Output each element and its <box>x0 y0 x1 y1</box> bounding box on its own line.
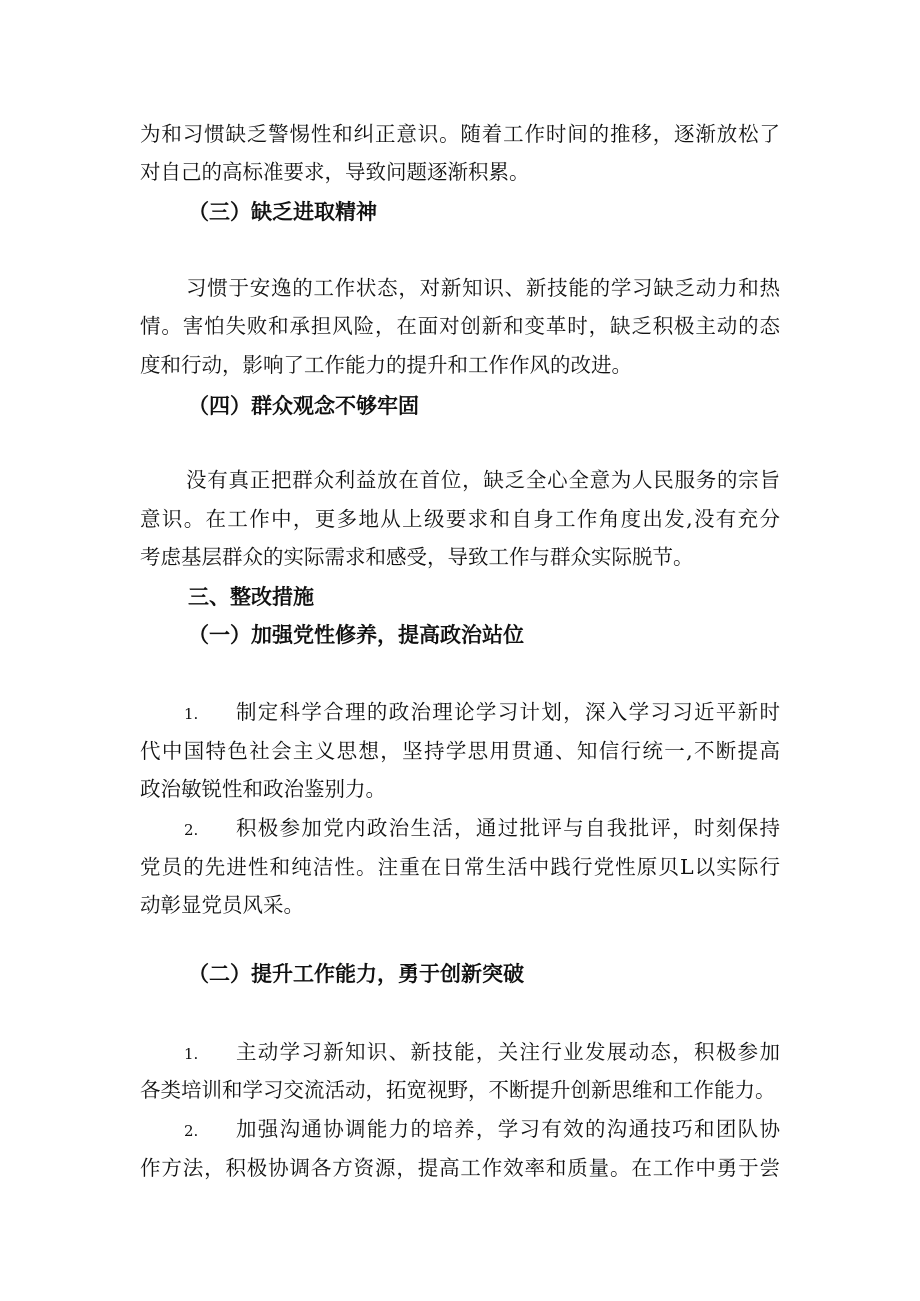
section-heading: （二）提升工作能力，勇于创新突破 <box>188 962 524 986</box>
paragraph-line: 动彰显党员风采。 <box>140 893 304 917</box>
section-heading: （四）群众观念不够牢固 <box>188 394 419 418</box>
item-number: 2. <box>184 821 199 839</box>
paragraph-line: 各类培训和学习交流活动，拓宽视野，不断提升创新思维和工作能力。 <box>140 1078 776 1102</box>
numbered-item-line <box>140 1113 780 1147</box>
item-text: 加强沟通协调能力的培养，学习有效的沟通技巧和团队协 <box>236 1117 780 1141</box>
item-number: 1. <box>184 1045 199 1063</box>
item-text: 主动学习新知识、新技能，关注行业发展动态，积极参加 <box>236 1040 780 1064</box>
paragraph-line: 没有真正把群众利益放在首位，缺乏全心全意为人民服务的宗旨 <box>186 468 780 492</box>
paragraph-line: 党员的先进性和纯洁性。注重在日常生活中践行党性原贝L以实际行 <box>140 855 780 879</box>
item-number: 2. <box>184 1122 199 1140</box>
paragraph-line: 政治敏锐性和政治鉴别力。 <box>140 777 386 801</box>
item-text: 积极参加党内政治生活，通过批评与自我批评，时刻保持 <box>236 816 780 840</box>
paragraph-line: 度和行动，影响了工作能力的提升和工作作风的改进。 <box>140 353 632 377</box>
paragraph-line: 情。害怕失败和承担风险，在面对创新和变革时，缺乏积极主动的态 <box>140 314 780 338</box>
paragraph-line: 考虑基层群众的实际需求和感受，导致工作与群众实际脱节。 <box>140 545 694 569</box>
item-number: 1. <box>184 705 199 723</box>
paragraph-line: 对自己的高标准要求，导致问题逐渐积累。 <box>140 160 530 184</box>
paragraph-line: 作方法，积极协调各方资源，提高工作效率和质量。在工作中勇于尝 <box>140 1156 780 1180</box>
numbered-item-line <box>140 812 780 846</box>
section-heading: （三）缺乏进取精神 <box>188 200 377 224</box>
numbered-item-line <box>140 1036 780 1070</box>
item-text: 制定科学合理的政治理论学习计划，深入学习习近平新时 <box>236 700 780 724</box>
paragraph-line: 习惯于安逸的工作状态，对新知识、新技能的学习缺乏动力和热 <box>186 276 780 300</box>
paragraph-line: 代中国特色社会主义思想，坚持学思用贯通、知信行统一,不断提高 <box>140 739 780 763</box>
paragraph-line: 意识。在工作中，更多地从上级要求和自身工作角度出发,没有充分 <box>140 507 780 531</box>
chapter-heading: 三、整改措施 <box>188 585 314 609</box>
paragraph-line: 为和习惯缺乏警惕性和纠正意识。随着工作时间的推移，逐渐放松了 <box>140 122 780 146</box>
numbered-item-line <box>140 696 780 730</box>
section-heading: （一）加强党性修养，提高政治站位 <box>188 623 524 647</box>
